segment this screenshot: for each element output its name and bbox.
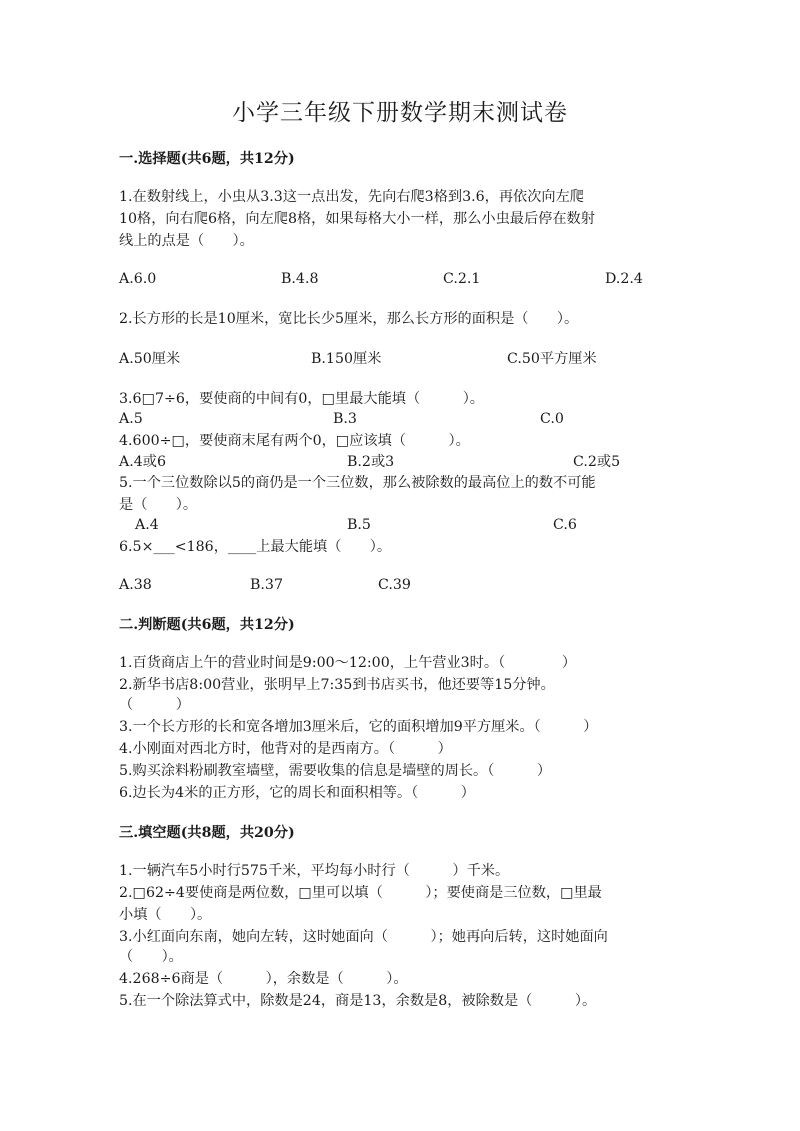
option-c: C.39	[378, 577, 411, 593]
option-a: A.38	[119, 577, 152, 593]
question-text: 1.一辆汽车5小时行575千米，平均每小时行（ ）千米。	[119, 863, 510, 879]
question-text: 10格，向右爬6格，向左爬8格，如果每格大小一样，那么小虫最后停在数射	[119, 211, 595, 227]
option-b: B.2或3	[347, 454, 395, 470]
question-text: 5.在一个除法算式中，除数是24，商是13，余数是8，被除数是（ ）。	[119, 993, 597, 1009]
section-heading-judge: 二.判断题(共6题，共12分)	[119, 617, 295, 633]
option-b: B.4.8	[281, 271, 319, 287]
question-text: 6.5×___<186，____上最大能填（ ）。	[119, 539, 392, 555]
section-heading-choice: 一.选择题(共6题，共12分)	[119, 151, 295, 167]
question-text: 1.百货商店上午的营业时间是9:00～12:00，上午营业3时。（ ）	[119, 655, 577, 671]
question-text: 线上的点是（ ）。	[119, 233, 254, 249]
question-text: 2.长方形的长是10厘米，宽比长少5厘米，那么长方形的面积是（ ）。	[119, 311, 579, 327]
question-text: 5.购买涂料粉刷教室墙壁，需要收集的信息是墙壁的周长。（ ）	[119, 763, 552, 779]
question-text: 6.边长为4米的正方形，它的周长和面积相等。（ ）	[119, 785, 475, 801]
option-c: C.2或5	[573, 454, 621, 470]
question-text: 小填（ ）。	[119, 907, 212, 923]
question-text: 2.新华书店8:00营业，张明早上7:35到书店买书，他还要等15分钟。	[119, 677, 555, 693]
question-text: 4.268÷6商是（ ），余数是（ ）。	[119, 971, 408, 987]
page-title: 小学三年级下册数学期末测试卷	[232, 100, 568, 126]
option-a: A.4	[135, 517, 159, 533]
option-a: A.5	[119, 411, 143, 427]
option-a: A.4或6	[119, 454, 166, 470]
question-text: 3.一个长方形的长和宽各增加3厘米后，它的面积增加9平方厘米。（ ）	[119, 719, 598, 735]
option-d: D.2.4	[605, 271, 643, 287]
question-text: 5.一个三位数除以5的商仍是一个三位数，那么被除数的最高位上的数不可能	[119, 475, 596, 491]
question-text: 4.小刚面对西北方时，他背对的是西南方。（ ）	[119, 741, 452, 757]
option-a: A.6.0	[119, 271, 157, 287]
question-text: 1.在数射线上，小虫从3.3这一点出发，先向右爬3格到3.6，再依次向左爬	[119, 189, 584, 205]
option-b: B.3	[333, 411, 357, 427]
option-c: C.6	[553, 517, 577, 533]
option-c: C.50平方厘米	[507, 351, 597, 367]
option-b: B.150厘米	[311, 351, 382, 367]
question-text: （ ）。	[119, 949, 183, 965]
question-text: 3.6□7÷6，要使商的中间有0，□里最大能填（ ）。	[119, 391, 484, 407]
section-heading-fill: 三.填空题(共8题，共20分)	[119, 825, 295, 841]
question-text: 2.□62÷4要使商是两位数，□里可以填（ ）；要使商是三位数，□里最	[119, 885, 602, 901]
option-c: C.0	[540, 411, 564, 427]
question-text: 3.小红面向东南，她向左转，这时她面向（ ）；她再向后转，这时她面向	[119, 929, 608, 945]
question-text: 4.600÷□，要使商末尾有两个0，□应该填（ ）。	[119, 433, 470, 449]
option-b: B.5	[347, 517, 371, 533]
option-a: A.50厘米	[119, 351, 181, 367]
question-text: （ ）	[119, 697, 190, 713]
option-c: C.2.1	[443, 271, 481, 287]
option-b: B.37	[250, 577, 283, 593]
question-text: 是（ ）。	[119, 497, 198, 513]
